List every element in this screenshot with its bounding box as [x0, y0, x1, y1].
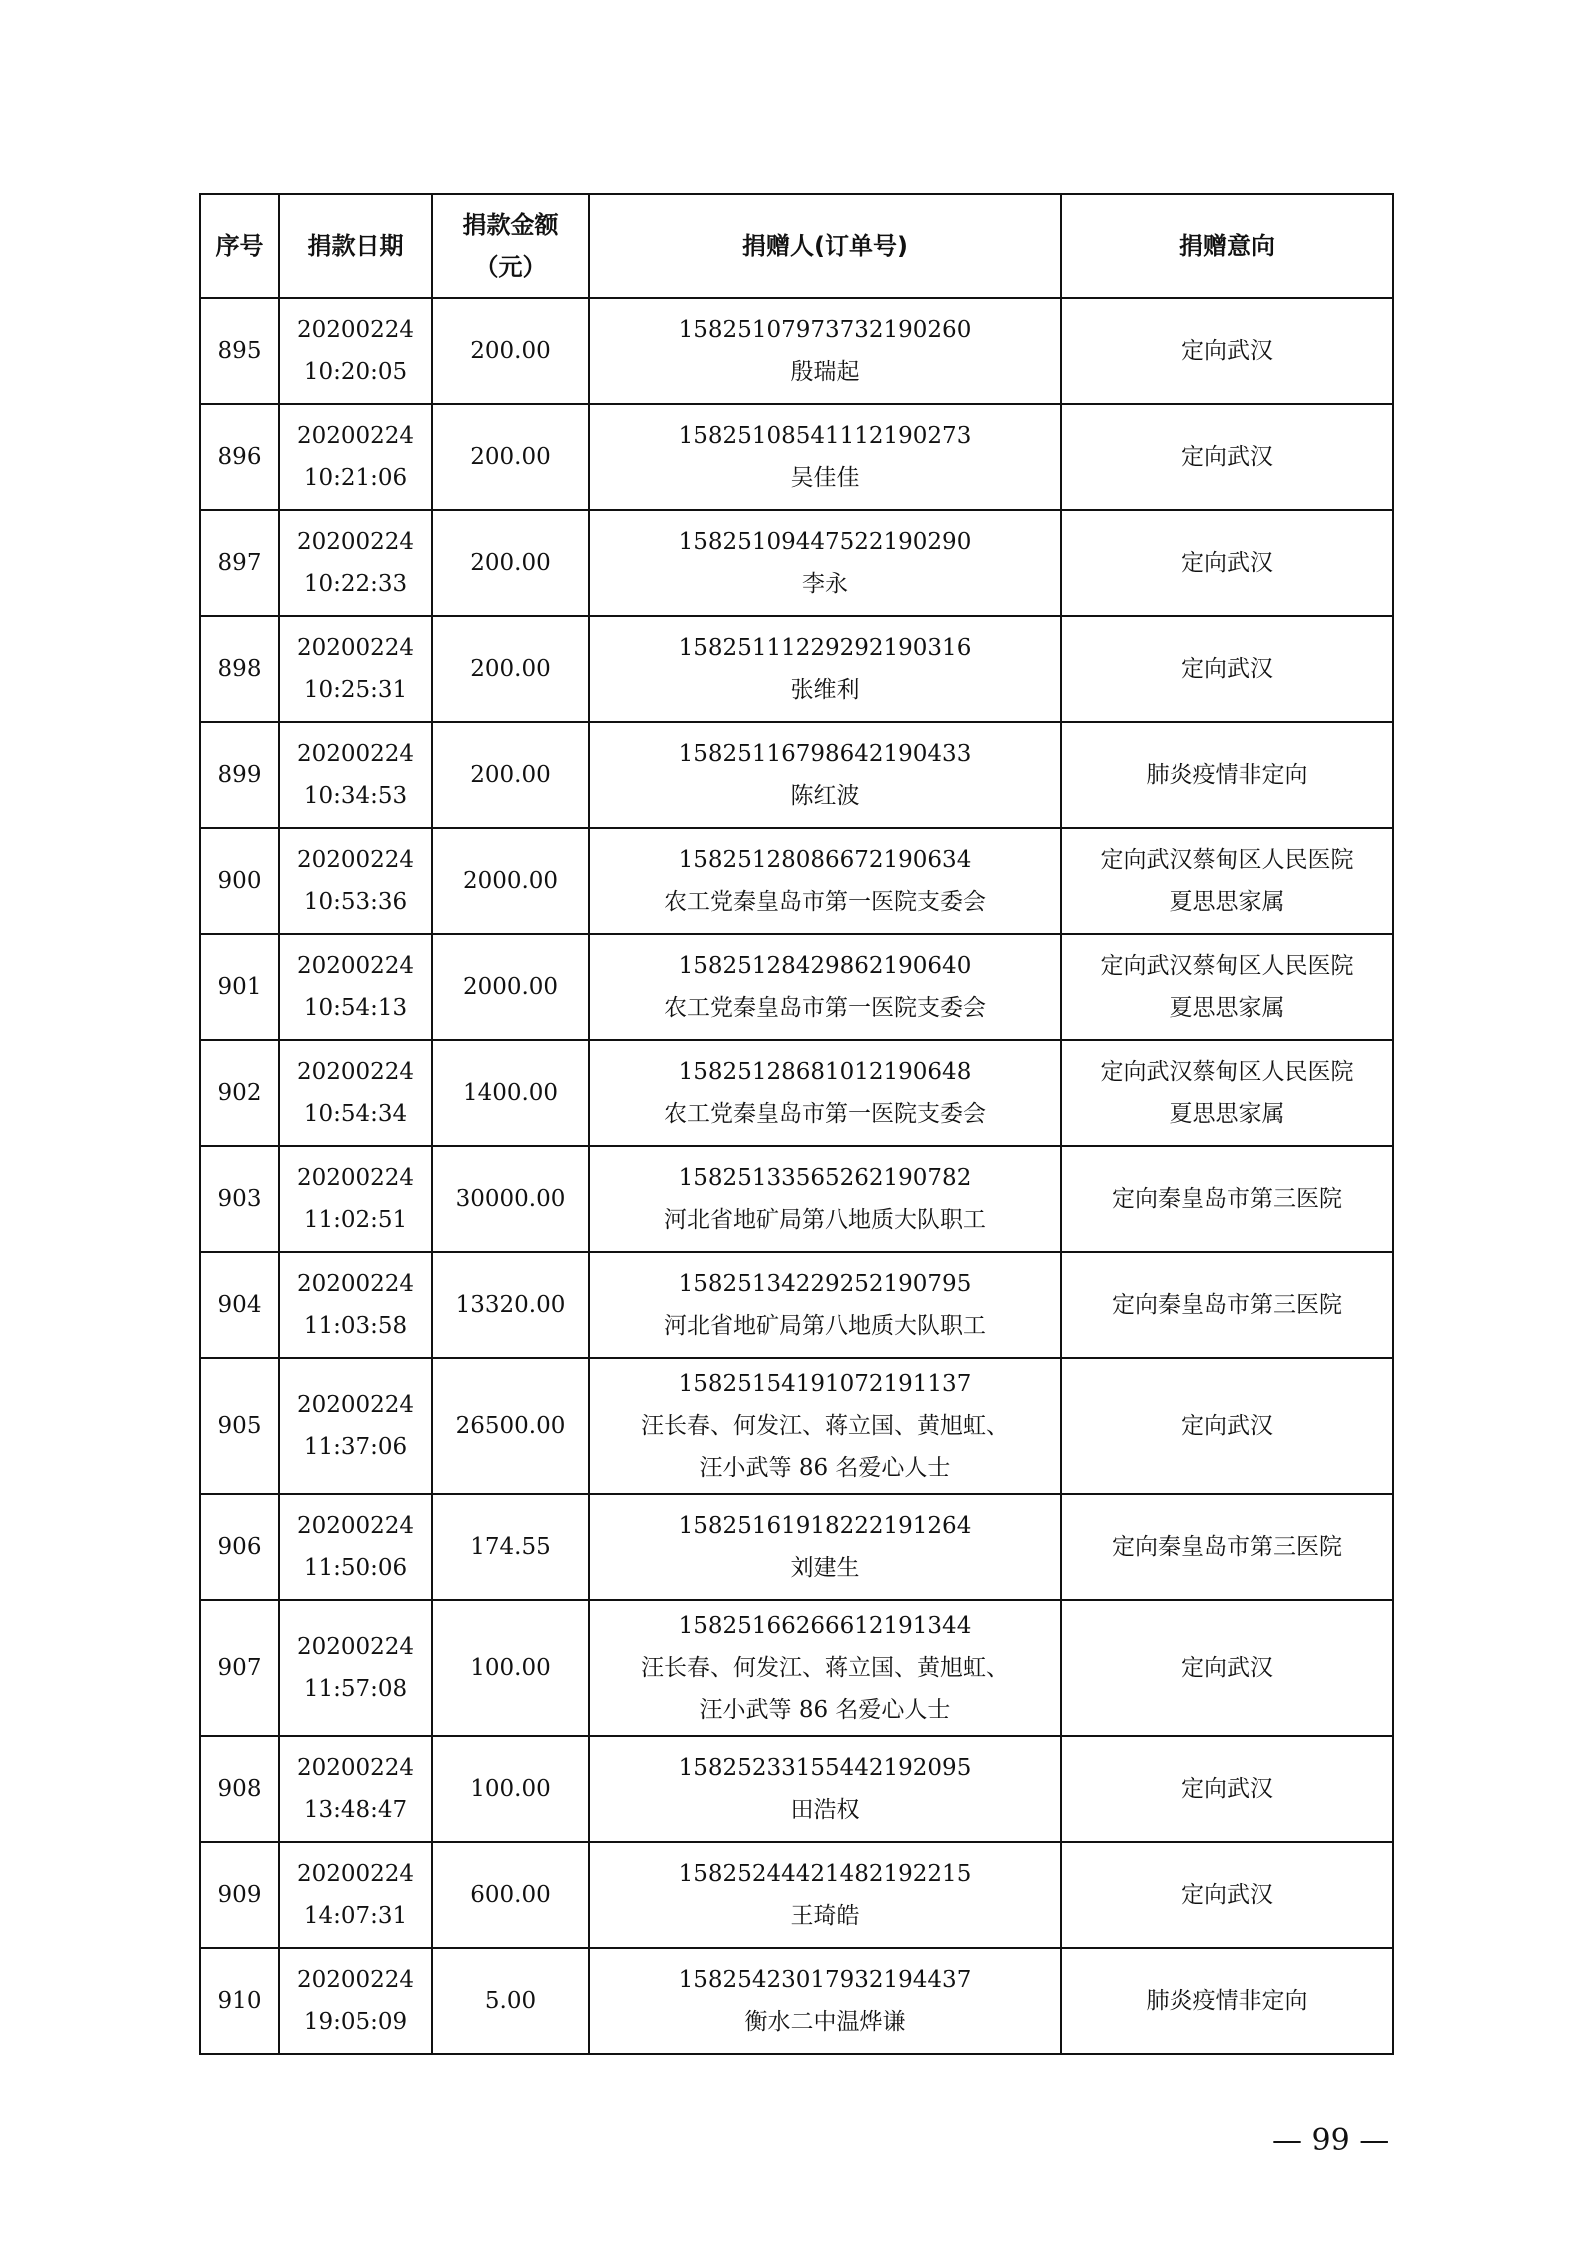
cell-intent-line: 定向武汉 [1181, 338, 1273, 364]
cell-seq: 902 [200, 1040, 279, 1146]
cell-datetime [279, 828, 432, 934]
table-body [200, 298, 1393, 2054]
cell-intent [1061, 1146, 1393, 1252]
cell-intent-line: 定向武汉 [1181, 1413, 1273, 1439]
cell-amount: 2000.00 [432, 828, 589, 934]
cell-date: 20200224 [296, 423, 415, 449]
cell-order-number: 15825128429862190640 [678, 953, 972, 979]
cell-date: 20200224 [296, 741, 415, 767]
cell-donor [589, 1600, 1061, 1736]
cell-donor-name: 汪小武等 86 名爱心人士 [699, 1697, 951, 1723]
cell-intent-line: 定向武汉蔡甸区人民医院 [1100, 847, 1354, 873]
cell-seq: 903 [200, 1146, 279, 1252]
table-row [200, 1146, 1393, 1252]
cell-intent [1061, 1040, 1393, 1146]
cell-datetime [279, 934, 432, 1040]
table-row [200, 404, 1393, 510]
cell-donor [589, 616, 1061, 722]
table-row [200, 1736, 1393, 1842]
cell-amount: 200.00 [432, 510, 589, 616]
cell-seq: 909 [200, 1842, 279, 1948]
cell-donor-name: 汪长春、何发江、蒋立国、黄旭虹、 [641, 1655, 1009, 1681]
cell-date: 20200224 [296, 1755, 415, 1781]
cell-donor-name: 汪小武等 86 名爱心人士 [699, 1455, 951, 1481]
table-row [200, 1494, 1393, 1600]
cell-donor [589, 404, 1061, 510]
cell-order-number: 15825116798642190433 [678, 741, 972, 767]
cell-time: 10:54:13 [303, 995, 408, 1021]
cell-time: 19:05:09 [303, 2009, 408, 2035]
cell-intent [1061, 1736, 1393, 1842]
cell-time: 11:03:58 [303, 1313, 408, 1339]
cell-seq: 896 [200, 404, 279, 510]
cell-order-number: 15825244421482192215 [678, 1861, 972, 1887]
cell-donor-name: 刘建生 [790, 1555, 860, 1581]
cell-donor [589, 1146, 1061, 1252]
table-row [200, 1252, 1393, 1358]
cell-time: 11:57:08 [303, 1676, 408, 1702]
cell-datetime [279, 510, 432, 616]
cell-intent-line: 肺炎疫情非定向 [1146, 1988, 1308, 2014]
cell-intent-line: 定向武汉蔡甸区人民医院 [1100, 1059, 1354, 1085]
table-row [200, 828, 1393, 934]
cell-donor-name: 河北省地矿局第八地质大队职工 [664, 1207, 986, 1233]
cell-date: 20200224 [296, 1059, 415, 1085]
cell-donor-name: 李永 [802, 571, 848, 597]
donation-table [199, 193, 1394, 2055]
header-donor: 捐赠人(订单号) [589, 194, 1061, 298]
cell-intent-line: 定向武汉 [1181, 1776, 1273, 1802]
cell-amount: 26500.00 [432, 1358, 589, 1494]
cell-donor-name: 田浩权 [790, 1797, 860, 1823]
table-row [200, 1358, 1393, 1494]
cell-date: 20200224 [296, 953, 415, 979]
cell-intent [1061, 828, 1393, 934]
cell-seq: 901 [200, 934, 279, 1040]
cell-seq: 906 [200, 1494, 279, 1600]
cell-amount: 200.00 [432, 722, 589, 828]
cell-intent-line: 肺炎疫情非定向 [1146, 762, 1308, 788]
cell-date: 20200224 [296, 1271, 415, 1297]
cell-datetime [279, 1252, 432, 1358]
header-seq: 序号 [200, 194, 279, 298]
cell-intent-line: 夏思思家属 [1169, 995, 1285, 1021]
cell-amount: 5.00 [432, 1948, 589, 2054]
cell-intent [1061, 616, 1393, 722]
cell-amount: 200.00 [432, 404, 589, 510]
cell-donor [589, 828, 1061, 934]
cell-donor-name: 农工党秦皇岛市第一医院支委会 [664, 1101, 986, 1127]
cell-donor-name: 衡水二中温烨谦 [744, 2009, 906, 2035]
cell-date: 20200224 [296, 1513, 415, 1539]
cell-order-number: 15825107973732190260 [678, 317, 972, 343]
cell-intent-line: 定向武汉 [1181, 1655, 1273, 1681]
cell-seq: 899 [200, 722, 279, 828]
cell-amount: 600.00 [432, 1842, 589, 1948]
cell-datetime [279, 1736, 432, 1842]
cell-intent-line: 定向武汉 [1181, 1882, 1273, 1908]
cell-donor [589, 1252, 1061, 1358]
cell-time: 11:02:51 [303, 1207, 408, 1233]
cell-datetime [279, 1842, 432, 1948]
table-header-row [200, 194, 1393, 298]
table-row [200, 934, 1393, 1040]
cell-order-number: 15825233155442192095 [678, 1755, 972, 1781]
cell-order-number: 15825154191072191137 [678, 1371, 972, 1397]
cell-time: 13:48:47 [303, 1797, 408, 1823]
header-intent: 捐赠意向 [1061, 194, 1393, 298]
cell-intent [1061, 1600, 1393, 1736]
cell-donor [589, 510, 1061, 616]
cell-order-number: 15825161918222191264 [678, 1513, 972, 1539]
cell-amount: 30000.00 [432, 1146, 589, 1252]
cell-amount: 100.00 [432, 1736, 589, 1842]
cell-intent [1061, 1842, 1393, 1948]
cell-date: 20200224 [296, 529, 415, 555]
cell-order-number: 15825423017932194437 [678, 1967, 972, 1993]
cell-order-number: 15825128086672190634 [678, 847, 972, 873]
table-row [200, 1948, 1393, 2054]
cell-datetime [279, 1040, 432, 1146]
table-row [200, 616, 1393, 722]
cell-datetime [279, 1146, 432, 1252]
cell-datetime [279, 1948, 432, 2054]
table-row [200, 1842, 1393, 1948]
cell-intent-line: 定向武汉蔡甸区人民医院 [1100, 953, 1354, 979]
cell-time: 10:21:06 [303, 465, 408, 491]
cell-amount: 1400.00 [432, 1040, 589, 1146]
cell-order-number: 15825128681012190648 [678, 1059, 972, 1085]
cell-donor-name: 农工党秦皇岛市第一医院支委会 [664, 995, 986, 1021]
cell-time: 11:50:06 [303, 1555, 408, 1581]
cell-donor-name: 王琦皓 [790, 1903, 860, 1929]
cell-date: 20200224 [296, 847, 415, 873]
cell-order-number: 15825134229252190795 [678, 1271, 972, 1297]
cell-intent-line: 定向武汉 [1181, 656, 1273, 682]
cell-donor [589, 1842, 1061, 1948]
cell-donor [589, 1040, 1061, 1146]
cell-datetime [279, 616, 432, 722]
cell-amount: 174.55 [432, 1494, 589, 1600]
cell-datetime [279, 1358, 432, 1494]
cell-donor [589, 298, 1061, 404]
header-amount-line2: （元） [474, 253, 547, 281]
cell-donor [589, 1358, 1061, 1494]
cell-intent-line: 夏思思家属 [1169, 889, 1285, 915]
cell-seq: 908 [200, 1736, 279, 1842]
cell-seq: 910 [200, 1948, 279, 2054]
cell-order-number: 15825109447522190290 [678, 529, 972, 555]
cell-order-number: 15825108541112190273 [678, 423, 972, 449]
cell-intent-line: 定向秦皇岛市第三医院 [1112, 1534, 1342, 1560]
cell-date: 20200224 [296, 635, 415, 661]
cell-donor-name: 吴佳佳 [790, 465, 860, 491]
header-amount-line1: 捐款金额 [462, 211, 559, 239]
cell-donor-name: 张维利 [790, 677, 860, 703]
cell-intent [1061, 1252, 1393, 1358]
cell-amount: 100.00 [432, 1600, 589, 1736]
cell-seq: 898 [200, 616, 279, 722]
cell-intent [1061, 404, 1393, 510]
cell-intent [1061, 722, 1393, 828]
cell-date: 20200224 [296, 1634, 415, 1660]
cell-intent-line: 定向秦皇岛市第三医院 [1112, 1292, 1342, 1318]
cell-datetime [279, 1600, 432, 1736]
header-date: 捐款日期 [279, 194, 432, 298]
cell-intent [1061, 1948, 1393, 2054]
cell-donor [589, 722, 1061, 828]
cell-time: 10:20:05 [303, 359, 408, 385]
cell-date: 20200224 [296, 1165, 415, 1191]
cell-datetime [279, 404, 432, 510]
cell-date: 20200224 [296, 1861, 415, 1887]
cell-intent [1061, 1358, 1393, 1494]
cell-time: 10:22:33 [303, 571, 408, 597]
cell-intent [1061, 1494, 1393, 1600]
page-number: — 99 — [1272, 2123, 1390, 2158]
cell-seq: 907 [200, 1600, 279, 1736]
cell-intent [1061, 934, 1393, 1040]
cell-date: 20200224 [296, 1967, 415, 1993]
cell-seq: 904 [200, 1252, 279, 1358]
cell-amount: 200.00 [432, 298, 589, 404]
cell-time: 10:25:31 [303, 677, 408, 703]
cell-order-number: 15825133565262190782 [678, 1165, 972, 1191]
cell-intent-line: 定向武汉 [1181, 550, 1273, 576]
cell-date: 20200224 [296, 317, 415, 343]
cell-amount: 13320.00 [432, 1252, 589, 1358]
cell-datetime [279, 722, 432, 828]
cell-intent-line: 夏思思家属 [1169, 1101, 1285, 1127]
cell-intent-line: 定向秦皇岛市第三医院 [1112, 1186, 1342, 1212]
cell-datetime [279, 298, 432, 404]
cell-donor [589, 934, 1061, 1040]
cell-order-number: 15825166266612191344 [678, 1613, 972, 1639]
cell-donor-name: 河北省地矿局第八地质大队职工 [664, 1313, 986, 1339]
cell-amount: 200.00 [432, 616, 589, 722]
cell-time: 14:07:31 [303, 1903, 408, 1929]
cell-datetime [279, 1494, 432, 1600]
header-amount [432, 194, 589, 298]
cell-donor [589, 1736, 1061, 1842]
cell-donor-name: 殷瑞起 [790, 359, 860, 385]
cell-donor-name: 农工党秦皇岛市第一医院支委会 [664, 889, 986, 915]
cell-seq: 895 [200, 298, 279, 404]
table-row [200, 510, 1393, 616]
cell-time: 10:34:53 [303, 783, 408, 809]
cell-donor [589, 1948, 1061, 2054]
cell-donor-name: 汪长春、何发江、蒋立国、黄旭虹、 [641, 1413, 1009, 1439]
cell-intent [1061, 510, 1393, 616]
cell-seq: 897 [200, 510, 279, 616]
cell-intent [1061, 298, 1393, 404]
table-row [200, 722, 1393, 828]
cell-order-number: 15825111229292190316 [678, 635, 972, 661]
cell-time: 10:54:34 [303, 1101, 408, 1127]
cell-time: 11:37:06 [303, 1434, 408, 1460]
cell-amount: 2000.00 [432, 934, 589, 1040]
table-row [200, 298, 1393, 404]
cell-donor [589, 1494, 1061, 1600]
cell-seq: 900 [200, 828, 279, 934]
table-row [200, 1040, 1393, 1146]
table-row [200, 1600, 1393, 1736]
cell-donor-name: 陈红波 [790, 783, 860, 809]
cell-seq: 905 [200, 1358, 279, 1494]
cell-intent-line: 定向武汉 [1181, 444, 1273, 470]
cell-time: 10:53:36 [303, 889, 408, 915]
cell-date: 20200224 [296, 1392, 415, 1418]
